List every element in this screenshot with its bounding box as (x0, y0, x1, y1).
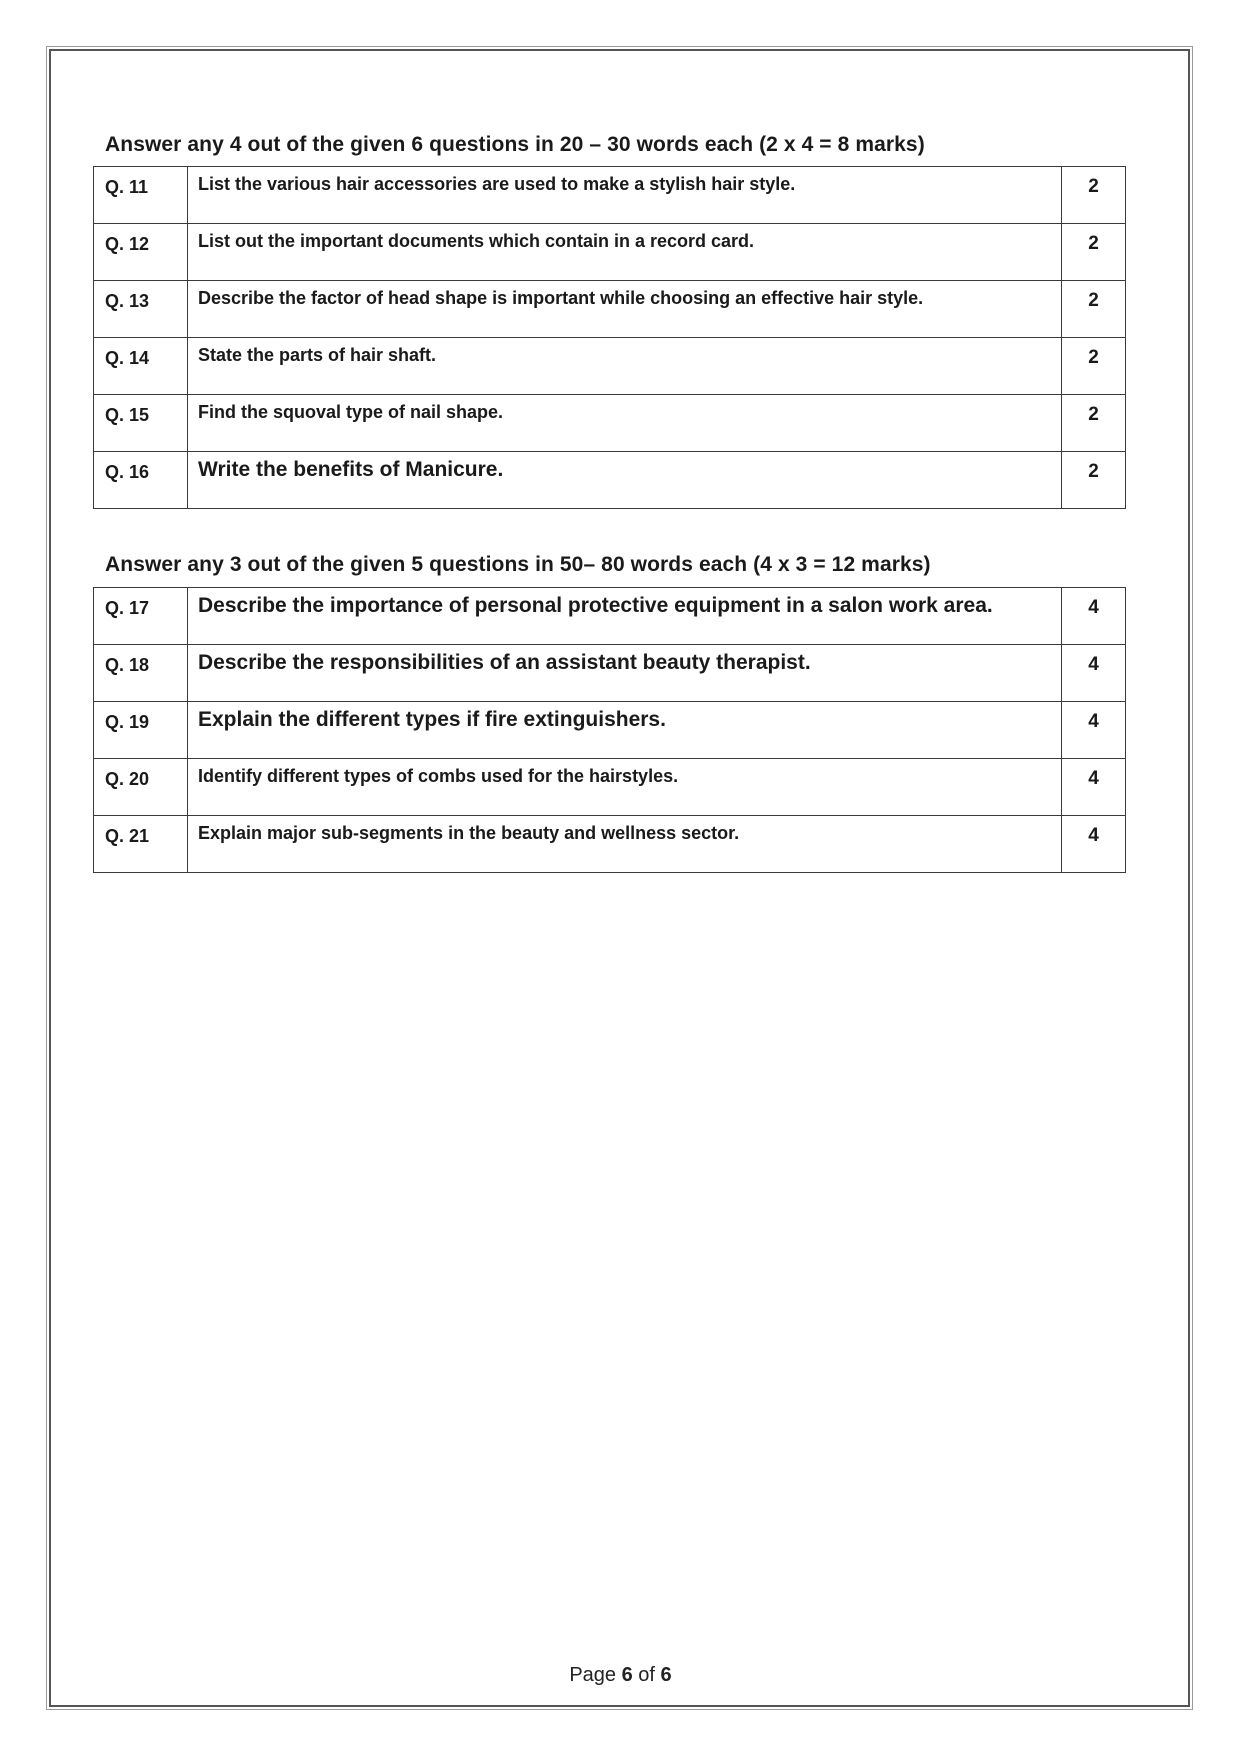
table-row (94, 645, 1126, 702)
question-number: Q. 16 (94, 452, 188, 509)
table-row (94, 167, 1126, 224)
current-page-number: 6 (621, 1664, 633, 1686)
total-page-number: 6 (660, 1664, 672, 1686)
question-number: Q. 14 (94, 338, 188, 395)
table-row (94, 759, 1126, 816)
question-text: Describe the factor of head shape is important while choosing an effective hair style. (188, 281, 1062, 338)
section-heading-short-answer: Answer any 4 out of the given 6 questions in 20 – 30 words each (2 x 4 = 8 marks) (105, 133, 925, 156)
question-marks: 4 (1062, 588, 1126, 645)
question-marks: 2 (1062, 395, 1126, 452)
question-marks: 2 (1062, 338, 1126, 395)
question-text: Explain major sub-segments in the beauty and wellness sector. (188, 816, 1062, 873)
page-number-footer (0, 1664, 1241, 1687)
question-text: List out the important documents which contain in a record card. (188, 224, 1062, 281)
question-text: Identify different types of combs used for the hairstyles. (188, 759, 1062, 816)
page-label: Page (569, 1664, 617, 1686)
table-row (94, 452, 1126, 509)
question-marks: 4 (1062, 645, 1126, 702)
question-number: Q. 20 (94, 759, 188, 816)
question-text: Find the squoval type of nail shape. (188, 395, 1062, 452)
question-marks: 2 (1062, 281, 1126, 338)
question-text: Describe the responsibilities of an assistant beauty therapist. (188, 645, 1062, 702)
question-number: Q. 21 (94, 816, 188, 873)
table-row (94, 816, 1126, 873)
table-row (94, 224, 1126, 281)
question-number: Q. 19 (94, 702, 188, 759)
table-row (94, 281, 1126, 338)
question-text: Write the benefits of Manicure. (188, 452, 1062, 509)
question-text: Explain the different types if fire extinguishers. (188, 702, 1062, 759)
question-text: Describe the importance of personal protective equipment in a salon work area. (188, 588, 1062, 645)
question-number: Q. 12 (94, 224, 188, 281)
page-of-label: of (638, 1664, 655, 1686)
question-text: List the various hair accessories are used to make a stylish hair style. (188, 167, 1062, 224)
questions-table-short-answer (93, 166, 1126, 509)
question-number: Q. 17 (94, 588, 188, 645)
question-number: Q. 13 (94, 281, 188, 338)
questions-table-long-answer (93, 587, 1126, 873)
question-marks: 4 (1062, 702, 1126, 759)
table-row (94, 338, 1126, 395)
question-marks: 4 (1062, 816, 1126, 873)
question-marks: 4 (1062, 759, 1126, 816)
question-number: Q. 15 (94, 395, 188, 452)
question-marks: 2 (1062, 167, 1126, 224)
table-row (94, 395, 1126, 452)
question-marks: 2 (1062, 452, 1126, 509)
table-row (94, 702, 1126, 759)
section-heading-long-answer: Answer any 3 out of the given 5 questions in 50– 80 words each (4 x 3 = 12 marks) (105, 553, 931, 576)
question-number: Q. 11 (94, 167, 188, 224)
question-text: State the parts of hair shaft. (188, 338, 1062, 395)
question-number: Q. 18 (94, 645, 188, 702)
question-marks: 2 (1062, 224, 1126, 281)
table-row (94, 588, 1126, 645)
